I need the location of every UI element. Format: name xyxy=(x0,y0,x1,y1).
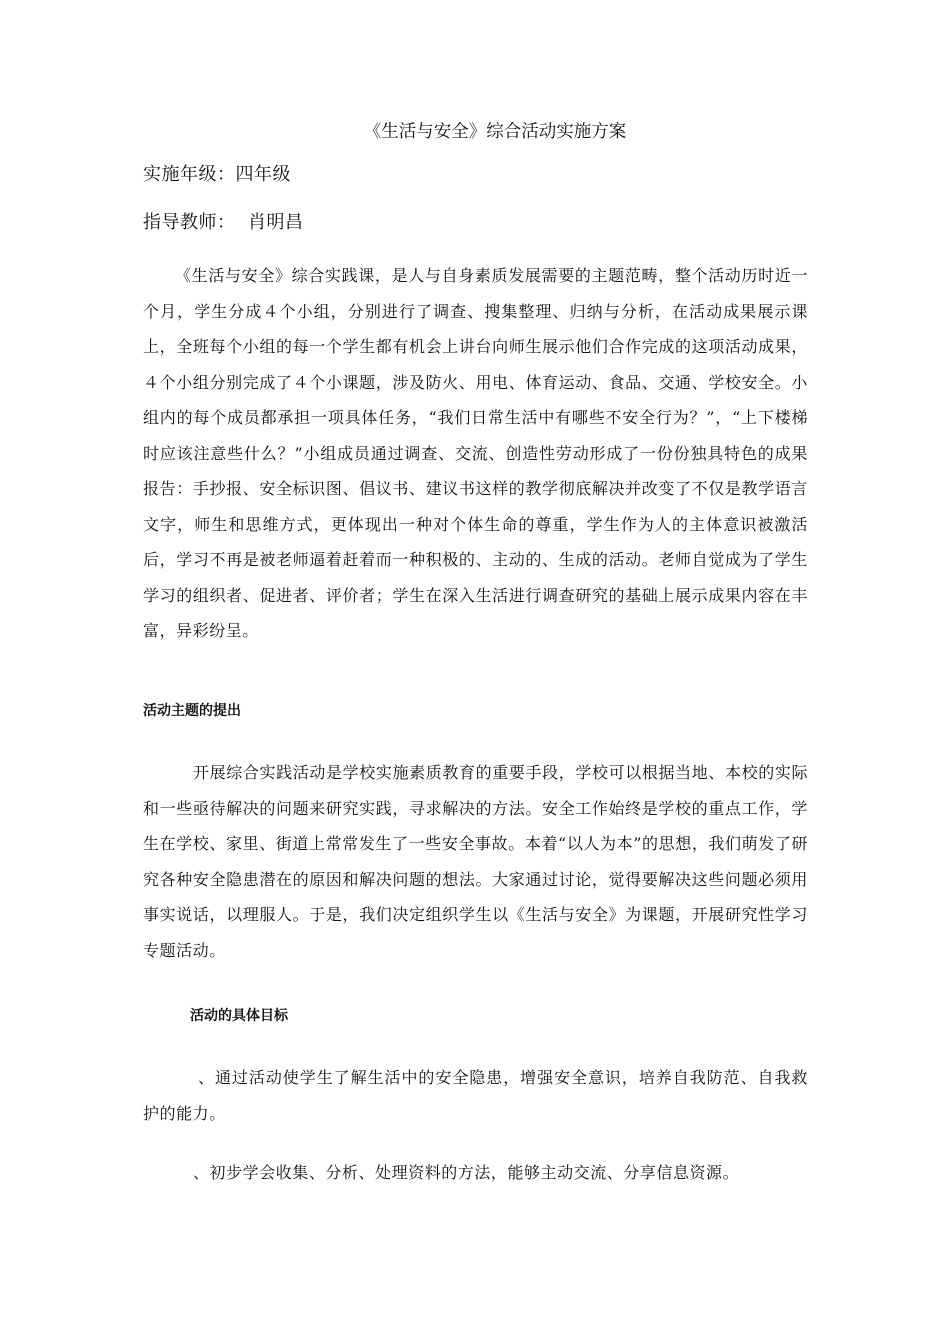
teacher-line: 指导教师： 肖明昌 xyxy=(143,212,304,233)
goal-item-2: 、初步学会收集、分析、处理资料的方法，能够主动交流、分享信息资源。 xyxy=(193,1163,740,1182)
goal-item-1: 、通过活动使学生了解生活中的安全隐患，增强安全意识，培养自我防范、自我救护的能力。 xyxy=(143,1068,808,1123)
section-heading-theme: 活动主题的提出 xyxy=(143,703,241,719)
document-title: 《生活与安全》综合活动实施方案 xyxy=(363,122,627,142)
section-heading-goals: 活动的具体目标 xyxy=(190,1008,288,1024)
section-paragraph-theme: 开展综合实践活动是学校实施素质教育的重要手段，学校可以根据当地、本校的实际和一些亟待解决的问题来研究实践，寻求解决的方法。安全工作始终是学校的重点工作，学生在学校、家里、街道上常常发生了一些安全事故。本着“以人为本”的思想，我们萌发了研究各种安全隐患潜在的原因和解决问题的想法。大家通过讨论，觉得要解决这些问题必须用事实说话，以理服人。于是，我们决定组织学生以《生活与安全》为课题，开展研究性学习专题活动。 xyxy=(143,763,808,960)
intro-paragraph: 《生活与安全》综合实践课，是人与自身素质发展需要的主题范畴，整个活动历时近一个月，学生分成４个小组，分别进行了调查、搜集整理、归纳与分析，在活动成果展示课上，全班每个小组的每一个学生都有机会上讲台向师生展示他们合作完成的这项活动成果，４个小组分别完成了４个小课题，涉及防火、用电、体育运动、食品、交通、学校安全。小组内的每个成员都承担一项具体任务，“我们日常生活中有哪些不安全行为？”，“上下楼梯时应该注意些什么？”小组成员通过调查、交流、创造性劳动形成了一份份独具特色的成果报告：手抄报、安全标识图、倡议书、建议书这样的教学彻底解决并改变了不仅是教学语言文字，师生和思维方式，更体现出一种对个体生命的尊重，学生作为人的主体意识被激活后，学习不再是被老师逼着赶着而一种积极的、主动的、生成的活动。老师自觉成为了学生学习的组织者、促进者、评价者；学生在深入生活进行调查研究的基础上展示成果内容在丰富，异彩纷呈。 xyxy=(143,266,808,640)
grade-line: 实施年级：四年级 xyxy=(143,164,291,185)
